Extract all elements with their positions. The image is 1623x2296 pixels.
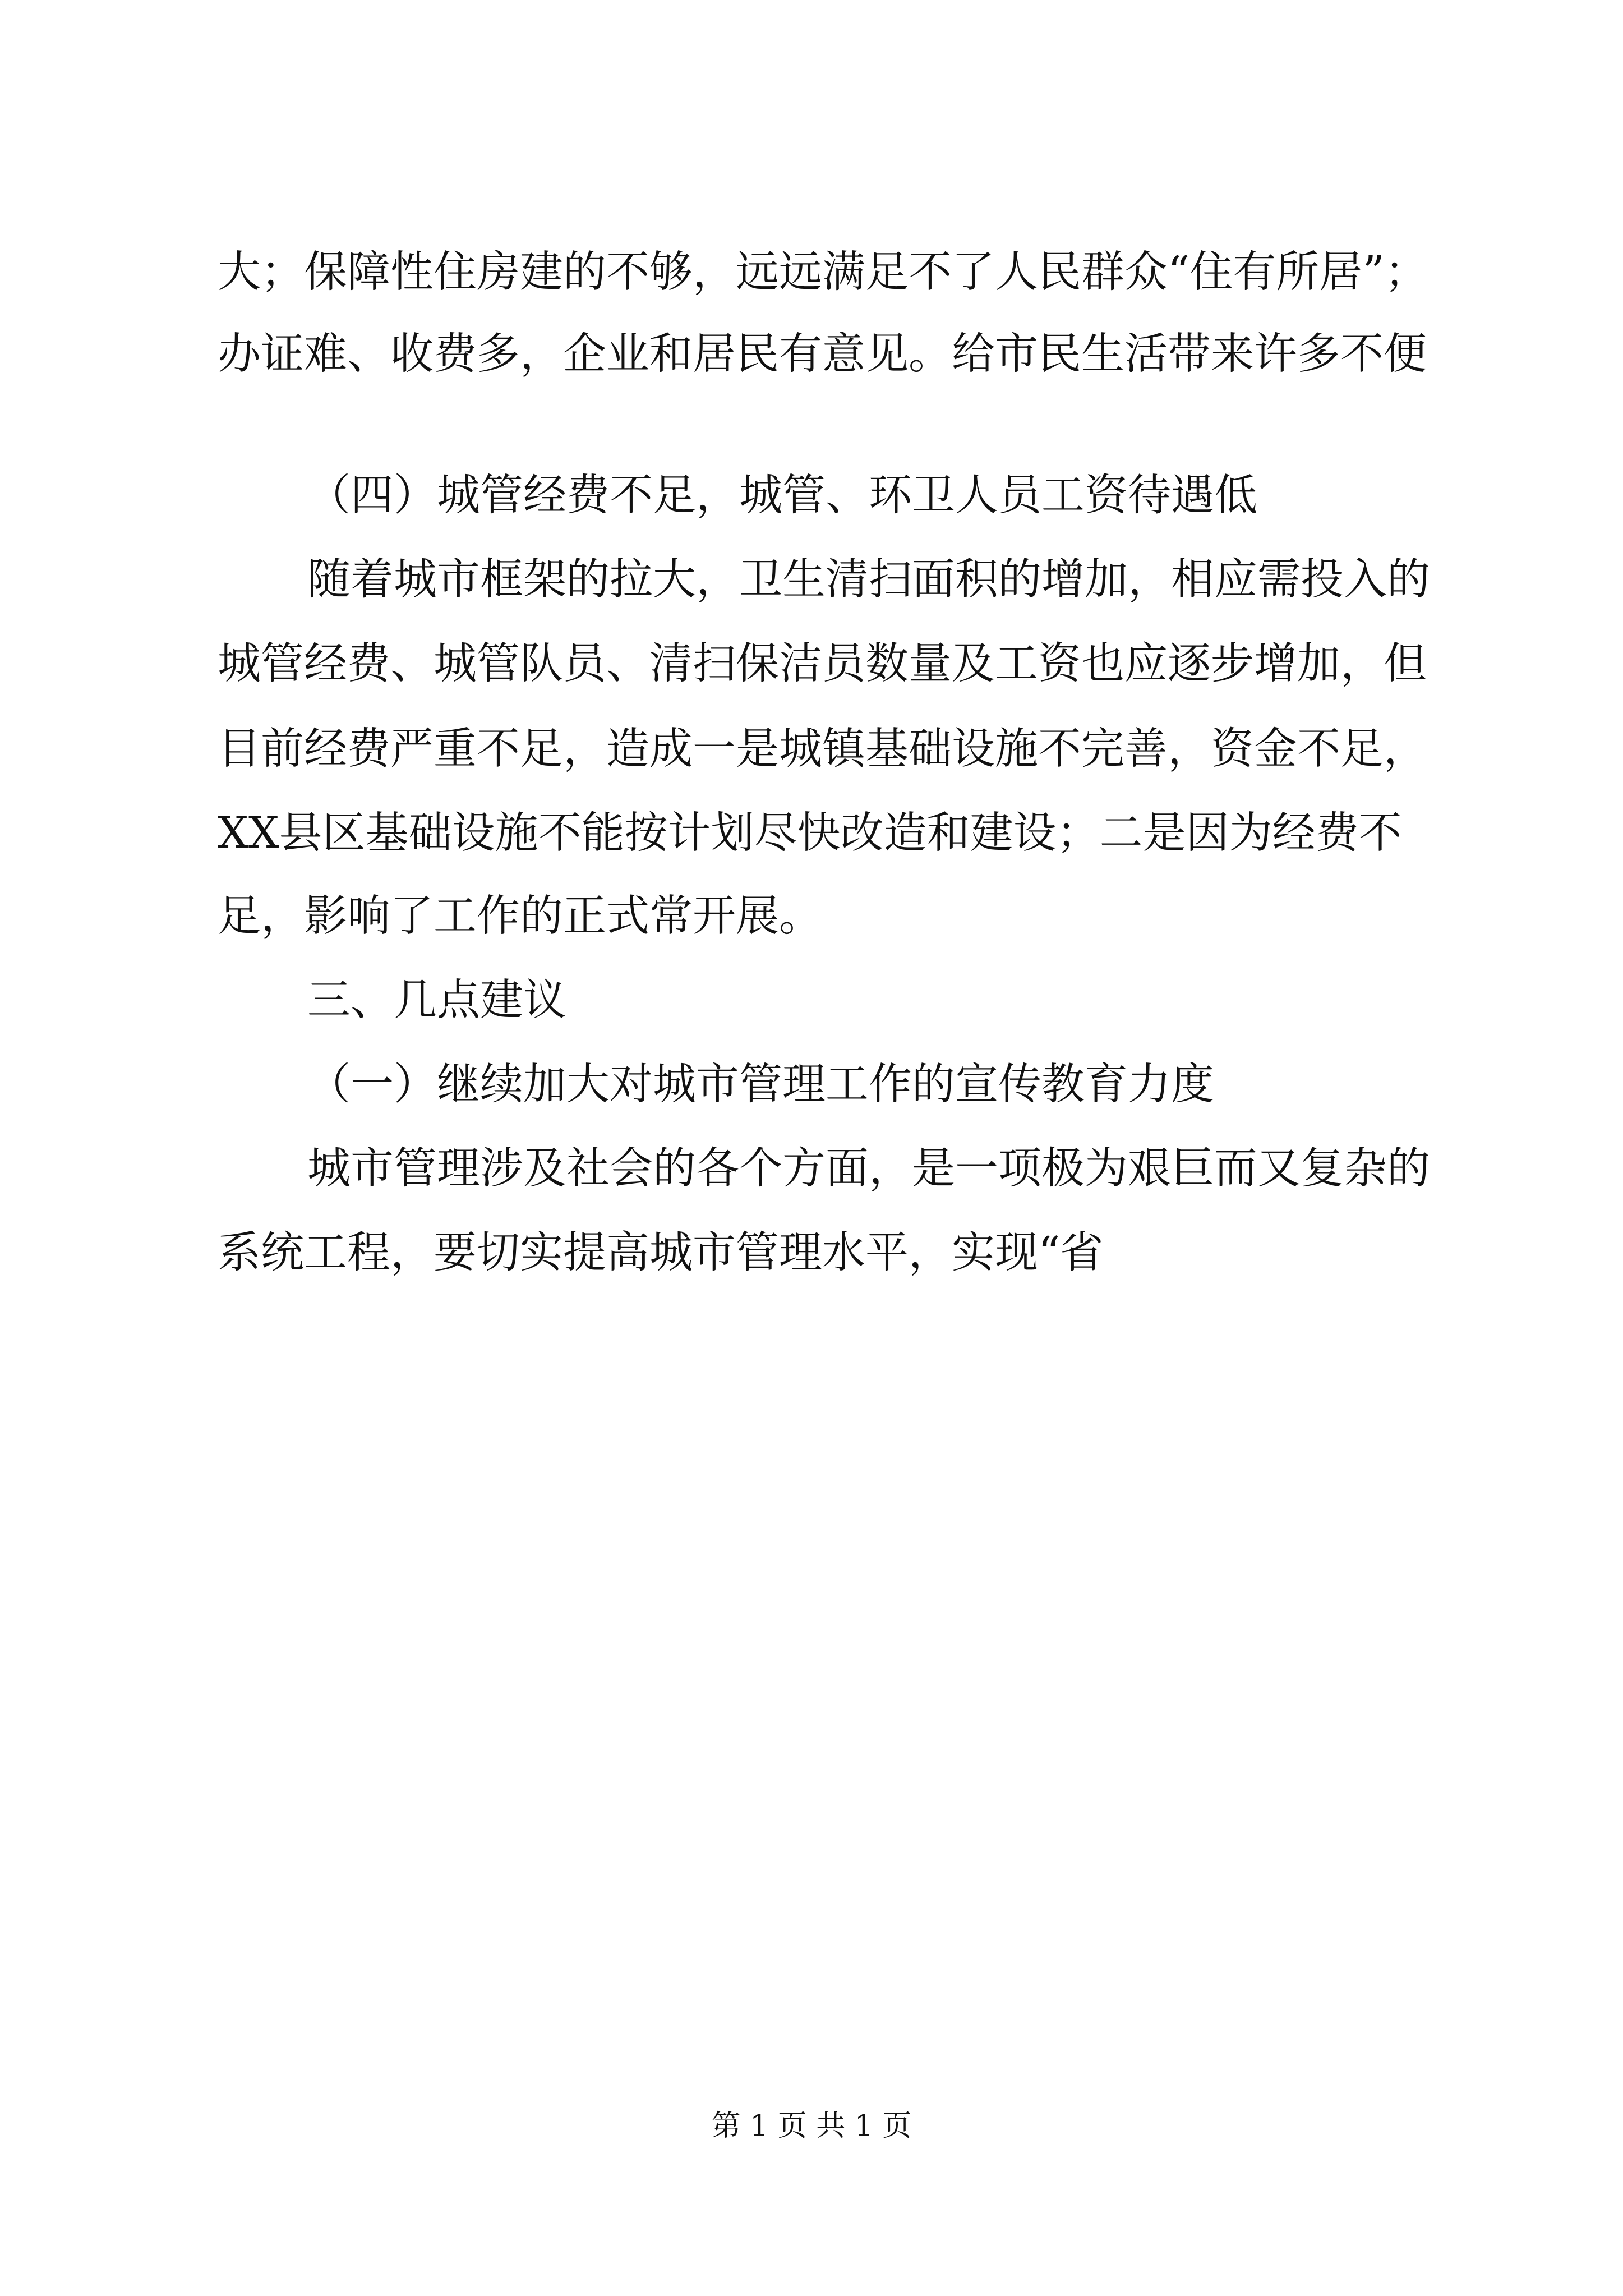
body-line: 办证难、收费多，企业和居民有意见。给市民生活带来许多不便 — [218, 329, 1427, 379]
subsection-heading: （一）继续加大对城市管理工作的宣传教育力度 — [307, 1060, 1214, 1110]
body-line: 城市管理涉及社会的各个方面，是一项极为艰巨而又复杂的 — [307, 1144, 1430, 1194]
body-line: 城管经费、城管队员、清扫保洁员数量及工资也应逐步增加，但 — [218, 639, 1427, 689]
section-heading: （四）城管经费不足，城管、环卫人员工资待遇低 — [307, 471, 1257, 521]
body-line: 目前经费严重不足，造成一是城镇基础设施不完善，资金不足， — [218, 724, 1427, 774]
body-line: 大；保障性住房建的不够，远远满足不了人民群众“住有所居”； — [218, 247, 1428, 297]
page-number-footer: 第 1 页 共 1 页 — [711, 2109, 912, 2143]
body-line: 足，影响了工作的正式常开展。 — [218, 891, 822, 941]
body-line: XX县区基础设施不能按计划尽快改造和建设；二是因为经费不 — [218, 808, 1402, 858]
body-line: 随着城市框架的拉大，卫生清扫面积的增加，相应需投入的 — [307, 555, 1430, 605]
body-line: 系统工程，要切实提高城市管理水平，实现“省 — [218, 1228, 1104, 1278]
section-heading: 三、几点建议 — [307, 976, 566, 1025]
